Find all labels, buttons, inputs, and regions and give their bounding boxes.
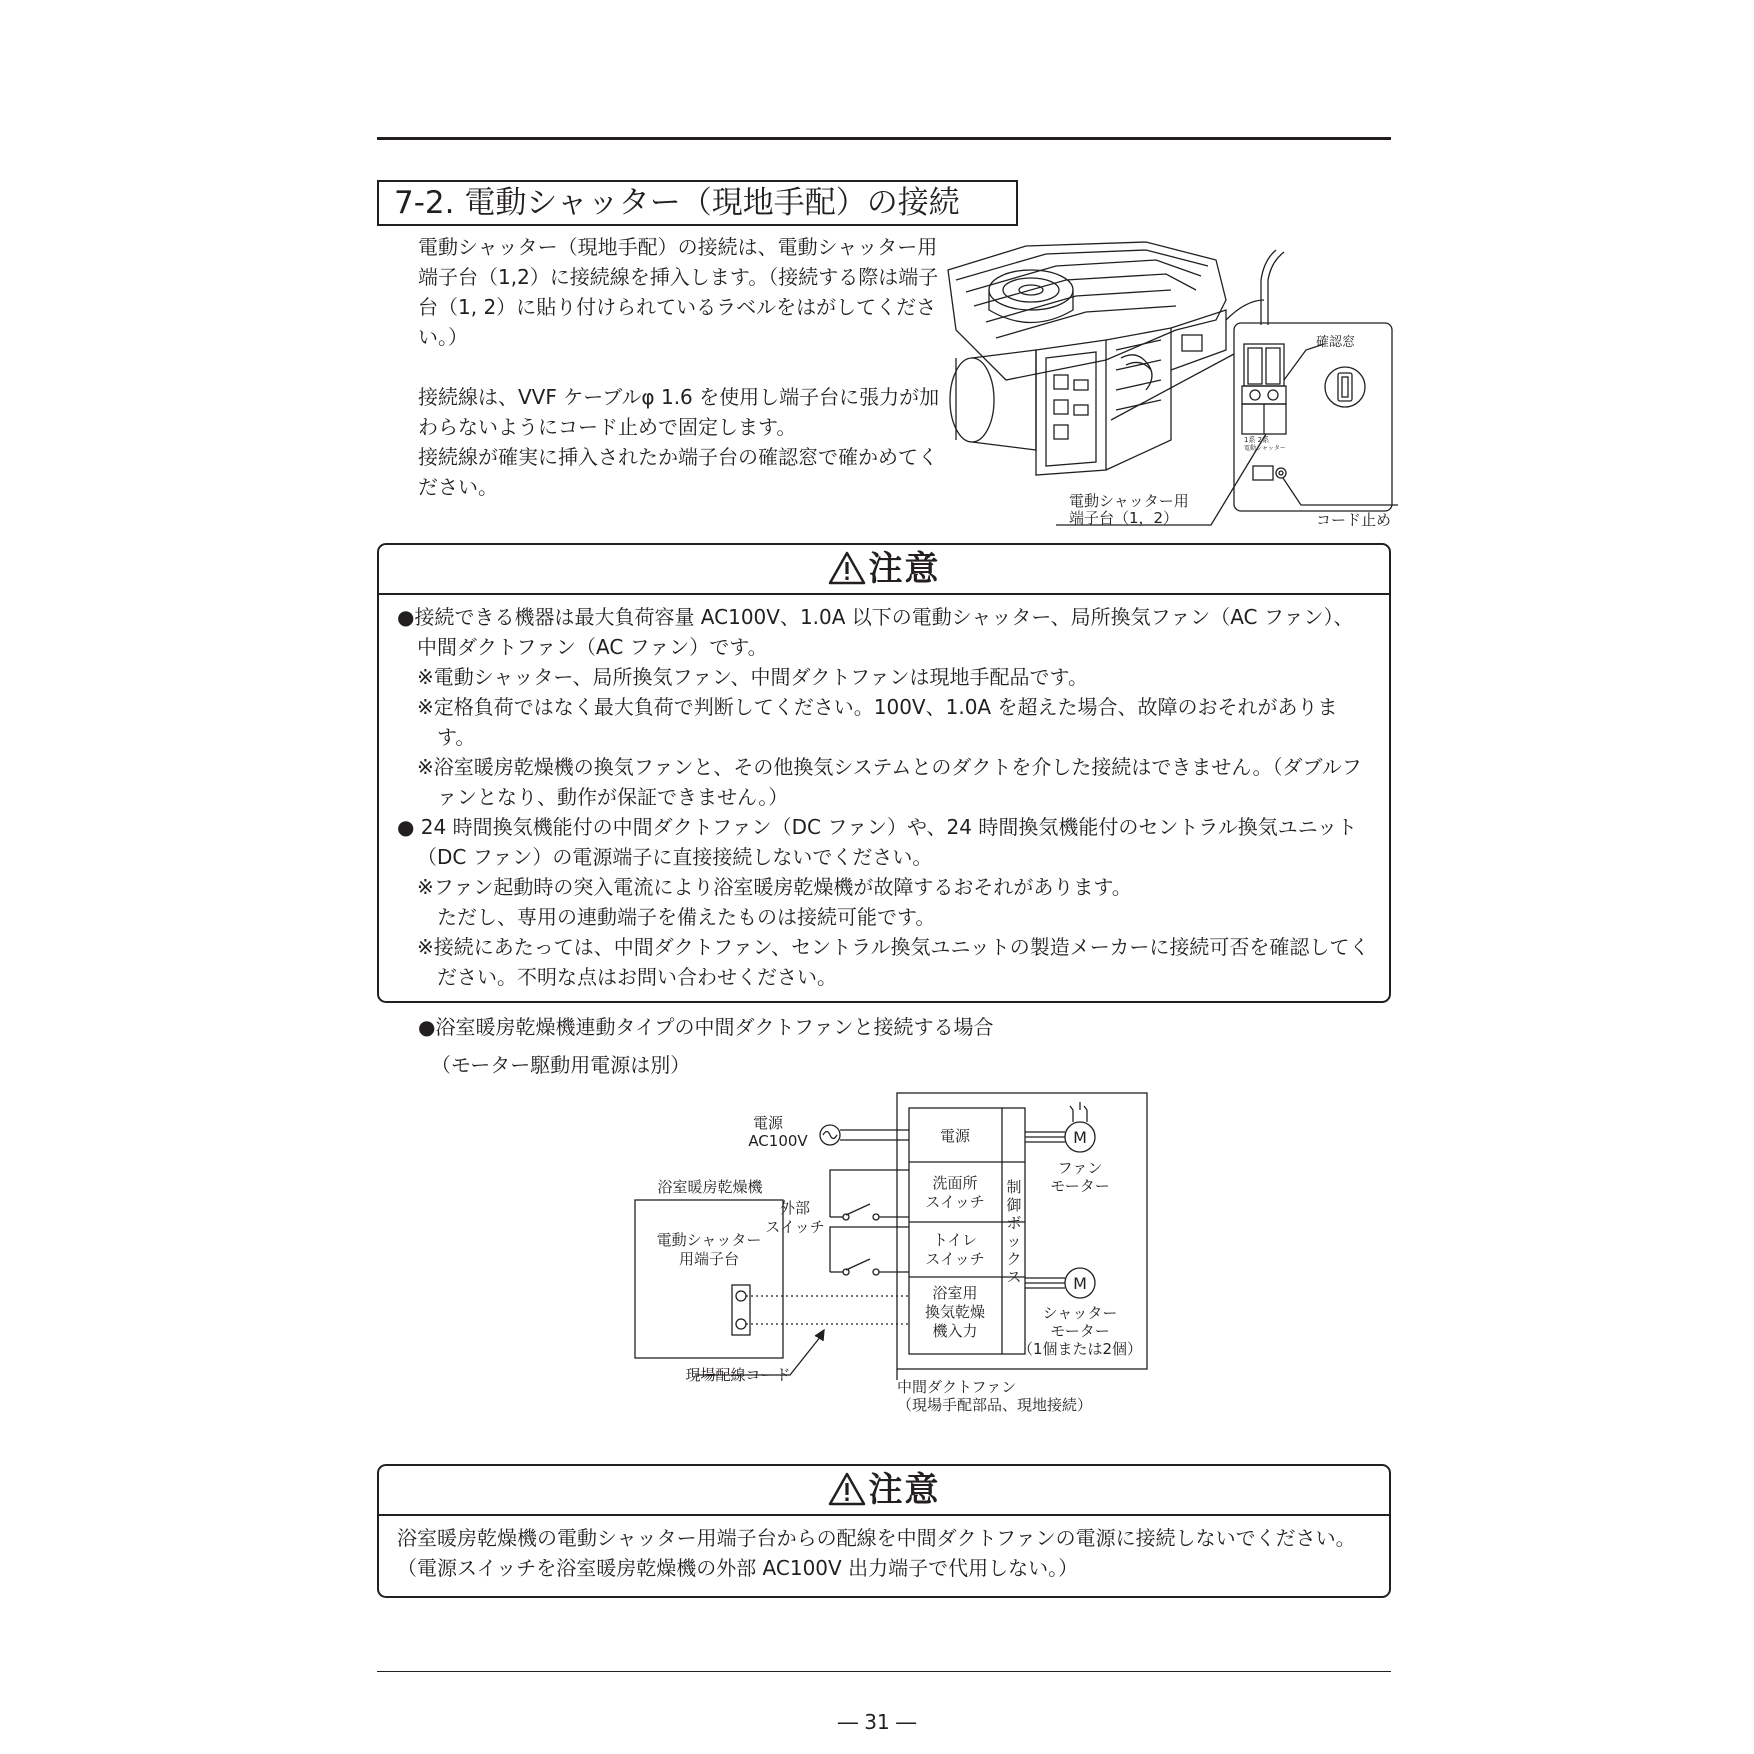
shutter-terminal-block <box>732 1285 750 1335</box>
cell-bath-1: 浴室用 <box>932 1284 978 1302</box>
caution-body-2 <box>379 1516 1389 1583</box>
cell-bath-2: 換気乾燥 <box>924 1303 986 1321</box>
duct-fan-label-2: （現場手配部品、現地接続） <box>897 1396 1093 1414</box>
caution-note-5: ※接続にあたっては、中間ダクトファン、セントラル換気ユニットの製造メーカーに接続可否を確認してください。不明な点はお問い合わせください。 <box>417 935 1370 989</box>
terminal-illustration <box>946 240 1401 535</box>
caution-bullet-2: ● 24 時間換気機能付の中間ダクトファン（DC ファン）や、24 時間換気機能付のセントラル換気ユニット（DC ファン）の電源端子に直接接続しないでください。 <box>397 815 1357 869</box>
shutter-motor-label-2: モーター <box>1050 1322 1110 1340</box>
caution-note-2: ※定格負荷ではなく最大負荷で判断してください。100V、1.0A を超えた場合、故障のおそれがあります。 <box>417 695 1338 749</box>
duct-fan-label-1: 中間ダクトファン <box>897 1378 1017 1396</box>
wiring-diagram <box>630 1090 1150 1420</box>
warning-triangle-icon <box>828 1472 866 1506</box>
field-cord-label: 現場配線コード <box>685 1366 791 1384</box>
caution-note-4b: ただし、専用の連動端子を備えたものは接続可能です。 <box>437 905 936 929</box>
caution-note-4: ※ファン起動時の突入電流により浴室暖房乾燥機が故障するおそれがあります。 <box>417 875 1132 899</box>
external-switch-label-2: スイッチ <box>765 1218 825 1236</box>
bathroom-unit-label: 浴室暖房乾燥機 <box>657 1178 763 1196</box>
caution-bullet-1: ●接続できる機器は最大負荷容量 AC100V、1.0A 以下の電動シャッター、局所換気ファン（AC ファン）、中間ダクトファン（AC ファン）です。 <box>397 605 1354 659</box>
intro-text <box>418 232 948 502</box>
shutter-motor-label-3: （1個または2個） <box>1017 1340 1143 1358</box>
diagram-subheading: （モーター駆動用電源は別） <box>431 1053 691 1077</box>
caution-header-1 <box>379 545 1389 595</box>
control-box-char-6: ス <box>1006 1268 1022 1286</box>
shutter-motor-m: M <box>1073 1274 1087 1293</box>
window-label: 確認窓 <box>1316 335 1356 350</box>
bathroom-unit-box <box>635 1200 783 1358</box>
cell-power: 電源 <box>939 1127 971 1145</box>
fan-motor-m: M <box>1073 1128 1087 1147</box>
caution-title-1: 注意 <box>868 549 941 589</box>
external-switch-label-1: 外部 <box>779 1199 811 1217</box>
cell-wash-2: スイッチ <box>925 1193 985 1211</box>
caution-body-1 <box>379 595 1389 992</box>
top-rule <box>377 137 1391 140</box>
shutter-motor-label-1: シャッター <box>1042 1304 1118 1322</box>
caution-note-3: ※浴室暖房乾燥機の換気ファンと、その他換気システムとのダクトを介した接続はできません。（ダブルファンとなり、動作が保証できません。） <box>417 755 1362 809</box>
tiny-label-2: 電動シャッター <box>1244 445 1286 452</box>
power-label-1: 電源 <box>752 1114 784 1132</box>
fan-motor-label-1: ファン <box>1057 1159 1103 1177</box>
terminal-label-1: 電動シャッター用 <box>1069 492 1189 510</box>
fan-motor-label-2: モーター <box>1050 1177 1110 1195</box>
intro-paragraph-3: 接続線が確実に挿入されたか端子台の確認窓で確かめてください。 <box>418 445 938 499</box>
caution-note-1: ※電動シャッター、局所換気ファン、中間ダクトファンは現地手配品です。 <box>417 665 1088 689</box>
control-box-char-3: ボ <box>1006 1214 1022 1232</box>
warning-triangle-icon <box>828 551 866 585</box>
caution-box-2 <box>377 1464 1391 1598</box>
caution-box-1 <box>377 543 1391 1003</box>
control-box-char-1: 制 <box>1006 1178 1022 1196</box>
caution-2-text: 浴室暖房乾燥機の電動シャッター用端子台からの配線を中間ダクトファンの電源に接続しないでください。（電源スイッチを浴室暖房乾燥機の外部 AC100V 出力端子で代用しない。） <box>397 1526 1356 1580</box>
diagram-heading: ●浴室暖房乾燥機連動タイプの中間ダクトファンと接続する場合 <box>418 1015 994 1039</box>
control-box-char-5: ク <box>1006 1250 1022 1268</box>
control-box-char-4: ッ <box>1006 1232 1022 1250</box>
bottom-rule <box>377 1671 1391 1672</box>
section-title: 7-2. 電動シャッター（現地手配）の接続 <box>377 180 1018 226</box>
cell-toilet-1: トイレ <box>932 1231 978 1249</box>
caution-header-2 <box>379 1466 1389 1516</box>
caution-title-2: 注意 <box>868 1470 941 1510</box>
shutter-terminal-label-1: 電動シャッター <box>656 1231 762 1249</box>
tiny-label-1: 1系 2系 <box>1244 436 1270 444</box>
cell-toilet-2: スイッチ <box>925 1250 985 1268</box>
page-number: ― 31 ― <box>837 1710 917 1734</box>
cord-clamp-label: コード止め <box>1316 511 1392 529</box>
terminal-label-2: 端子台（1，2） <box>1069 509 1179 527</box>
cell-bath-3: 機入力 <box>932 1322 978 1340</box>
power-label-2: AC100V <box>748 1132 808 1150</box>
shutter-terminal-label-2: 用端子台 <box>678 1250 740 1268</box>
intro-paragraph-2: 接続線は、VVF ケーブルφ 1.6 を使用し端子台に張力が加わらないようにコード止めで固定します。 <box>418 385 940 439</box>
cell-wash-1: 洗面所 <box>932 1174 978 1192</box>
control-box-char-2: 御 <box>1006 1196 1022 1214</box>
intro-paragraph-1: 電動シャッター（現地手配）の接続は、電動シャッター用端子台（1,2）に接続線を挿入します。（接続する際は端子台（1, 2）に貼り付けられているラベルをはがしてください。） <box>418 235 939 349</box>
